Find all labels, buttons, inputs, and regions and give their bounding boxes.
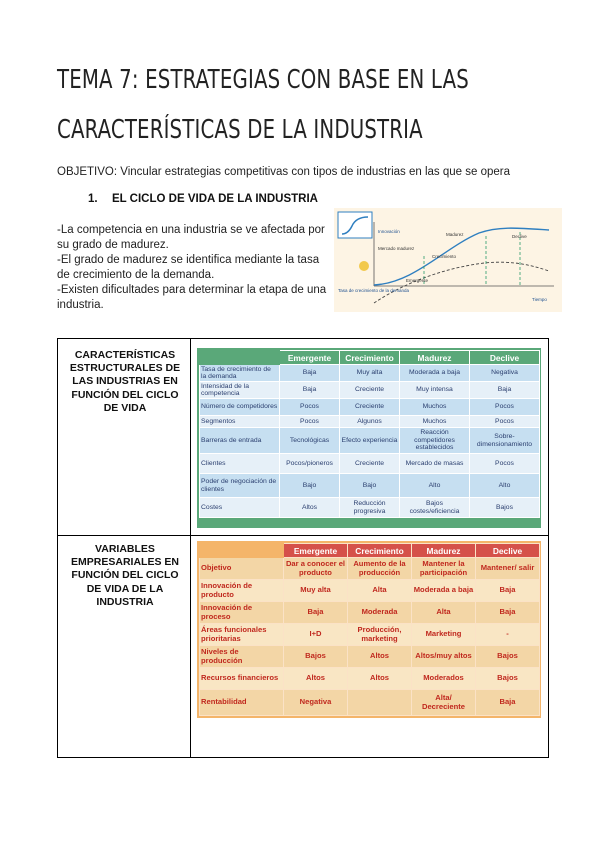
section-title: EL CICLO DE VIDA DE LA INDUSTRIA: [112, 193, 318, 205]
table-cell: Reacción competidores establecidos: [400, 428, 470, 454]
lightbulb-icon: [359, 261, 369, 271]
table-cell: Bajos costes/eficiencia: [400, 498, 470, 518]
row-header: Recursos financieros: [200, 668, 284, 690]
chart-label: Emergente: [406, 278, 429, 283]
row-header: Rentabilidad: [200, 690, 284, 716]
table-cell: Reducción progresiva: [340, 498, 400, 518]
table-row: [200, 580, 540, 602]
structural-characteristics-table: [199, 350, 540, 518]
chart-label: Innovación: [378, 229, 400, 234]
row-header: Tasa de crecimiento de la demanda: [200, 365, 280, 382]
chart-label: Tiempo: [532, 297, 547, 302]
row-header: Clientes: [200, 454, 280, 474]
row-header: Objetivo: [200, 558, 284, 580]
table-cell: Baja: [284, 602, 348, 624]
intro-line: -El grado de madurez se identifica mediante la tasa de crecimiento de la demanda.: [57, 254, 320, 281]
table-cell: Pocos: [470, 399, 540, 416]
section-number: 1.: [88, 193, 98, 205]
row-header: Segmentos: [200, 416, 280, 428]
table-cell: Mercado de masas: [400, 454, 470, 474]
table-cell: Aumento de la producción: [348, 558, 412, 580]
table-cell: Pocos/pioneros: [280, 454, 340, 474]
table-row: [200, 690, 540, 716]
chart-label: Madurez: [446, 232, 464, 237]
objective-text: OBJETIVO: Vincular estrategias competitivas con tipos de industrias en las que se opera: [57, 166, 510, 178]
table-row: [200, 428, 540, 454]
divider: [190, 339, 191, 757]
row-header: Número de competidores: [200, 399, 280, 416]
intro-line: -Existen dificultades para determinar la etapa de una industria.: [57, 284, 327, 311]
table-cell: Bajos: [476, 668, 540, 690]
table-cell: Muy alta: [284, 580, 348, 602]
table-row: [200, 602, 540, 624]
table-row: [200, 558, 540, 580]
table-corner: [200, 544, 284, 558]
table-row: [200, 416, 540, 428]
table-cell: Bajo: [340, 474, 400, 498]
table-row: [200, 646, 540, 668]
table-cell: Altos: [284, 668, 348, 690]
table-cell: Producción, marketing: [348, 624, 412, 646]
table-cell: Altos: [348, 646, 412, 668]
table-cell: Baja: [470, 382, 540, 399]
row-header: Costes: [200, 498, 280, 518]
column-header: Emergente: [280, 351, 340, 365]
divider: [58, 535, 548, 536]
table-cell: Baja: [476, 602, 540, 624]
section-heading: [88, 193, 318, 205]
row-header: Áreas funcionales prioritarias: [200, 624, 284, 646]
table-row: [200, 382, 540, 399]
table-cell: Algunos: [340, 416, 400, 428]
table-cell: Alta: [412, 602, 476, 624]
table-cell: Baja: [280, 382, 340, 399]
table-cell: Negativa: [470, 365, 540, 382]
table-cell: Creciente: [340, 399, 400, 416]
table-row: [200, 365, 540, 382]
table-cell: Muchos: [400, 399, 470, 416]
table-cell: Baja: [476, 690, 540, 716]
table-cell: Pocos: [470, 416, 540, 428]
table-cell: Pocos: [280, 416, 340, 428]
table-cell: Creciente: [340, 454, 400, 474]
table-cell: Mantener la participación: [412, 558, 476, 580]
table-cell: Alto: [470, 474, 540, 498]
column-header: Emergente: [284, 544, 348, 558]
table-row: [200, 454, 540, 474]
table-cell: Altos: [348, 668, 412, 690]
column-header: Madurez: [412, 544, 476, 558]
table-cell: Mantener/ salir: [476, 558, 540, 580]
table-cell: Muy alta: [340, 365, 400, 382]
row-header: Poder de negociación de clientes: [200, 474, 280, 498]
column-header: Madurez: [400, 351, 470, 365]
chart-label: Tasa de crecimiento de la demanda: [338, 288, 410, 293]
table-row: [200, 399, 540, 416]
table-cell: Bajos: [470, 498, 540, 518]
table-row: [200, 498, 540, 518]
table-cell: Alto: [400, 474, 470, 498]
table-row: [200, 624, 540, 646]
business-variables-table: [199, 543, 540, 716]
row-header: Intensidad de la competencia: [200, 382, 280, 399]
table-cell: Baja: [476, 580, 540, 602]
chart-label: Crecimiento: [432, 254, 457, 259]
chart-label: Mercado madurez: [378, 246, 415, 251]
table-cell: Negativa: [284, 690, 348, 716]
table-cell: Alta/ Decreciente: [412, 690, 476, 716]
table-cell: Moderada a baja: [412, 580, 476, 602]
column-header: Crecimiento: [348, 544, 412, 558]
table-cell: Pocos: [280, 399, 340, 416]
table-cell: Baja: [280, 365, 340, 382]
column-header: Crecimiento: [340, 351, 400, 365]
table-cell: -: [476, 624, 540, 646]
table-cell: Marketing: [412, 624, 476, 646]
table-row: [200, 474, 540, 498]
table-cell: Moderados: [412, 668, 476, 690]
row-header: Barreras de entrada: [200, 428, 280, 454]
table-cell: Alta: [348, 580, 412, 602]
table-cell: Tecnológicas: [280, 428, 340, 454]
row1-label: CARACTERÍSTICAS ESTRUCTURALES DE LAS INDUSTRIAS EN FUNCIÓN DEL CICLO DE VIDA: [69, 349, 181, 414]
table-cell: Creciente: [340, 382, 400, 399]
structural-table-image: [197, 348, 541, 528]
table-row: [200, 668, 540, 690]
column-header: Declive: [476, 544, 540, 558]
row-header: Niveles de producción: [200, 646, 284, 668]
life-cycle-chart: [334, 208, 562, 312]
table-cell: Efecto experiencia: [340, 428, 400, 454]
page-title: TEMA 7: ESTRATEGIAS CON BASE EN LAS CARACTERÍSTICAS DE LA INDUSTRIA: [57, 65, 469, 145]
table-cell: Altos/muy altos: [412, 646, 476, 668]
business-table-image: [197, 541, 541, 718]
table-cell: Moderada: [348, 602, 412, 624]
table-cell: Moderada a baja: [400, 365, 470, 382]
table-cell: Pocos: [470, 454, 540, 474]
row-header: Innovación de producto: [200, 580, 284, 602]
column-header: Declive: [470, 351, 540, 365]
chart-label: Declive: [512, 234, 527, 239]
table-cell: Altos: [280, 498, 340, 518]
table-cell: Bajos: [476, 646, 540, 668]
life-cycle-diagram: [334, 208, 562, 312]
table-cell: I+D: [284, 624, 348, 646]
table-cell: Bajos: [284, 646, 348, 668]
table-cell: Sobre-dimensionamiento: [470, 428, 540, 454]
row-header: Innovación de proceso: [200, 602, 284, 624]
intro-text: [57, 223, 329, 313]
table-cell: Dar a conocer el producto: [284, 558, 348, 580]
table-cell: Bajo: [280, 474, 340, 498]
row2-label: VARIABLES EMPRESARIALES EN FUNCIÓN DEL CICLO DE VIDA DE LA INDUSTRIA: [71, 543, 179, 608]
table-cell: Muchos: [400, 416, 470, 428]
table-corner: [200, 351, 280, 365]
table-cell: Muy intensa: [400, 382, 470, 399]
intro-line: -La competencia en una industria se ve afectada por su grado de madurez.: [57, 224, 325, 251]
table-cell: [348, 690, 412, 716]
